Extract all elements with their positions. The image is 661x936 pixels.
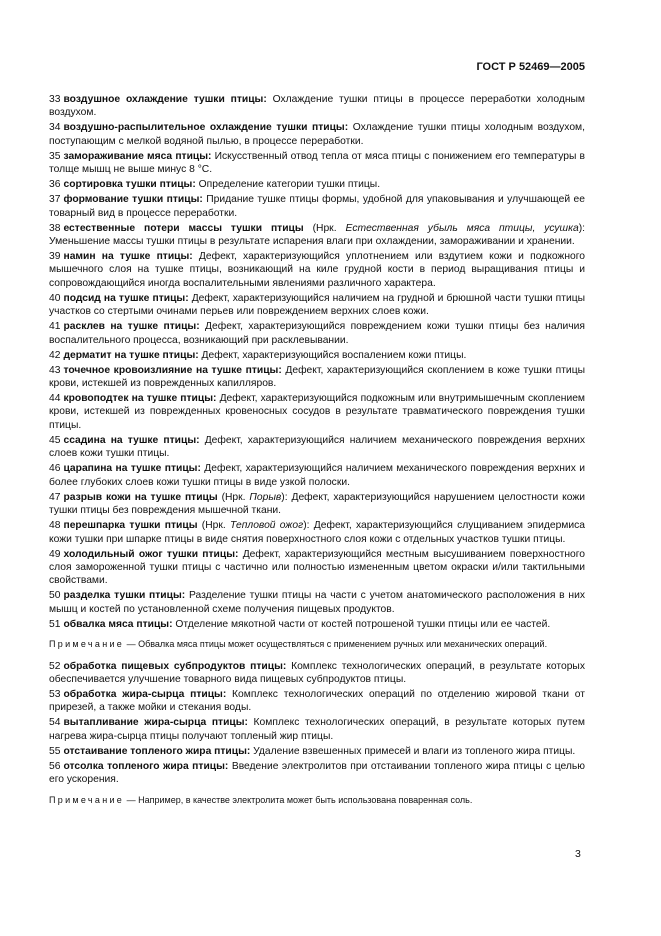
term-definition: Дефект, характеризующийся наличием механического повреждения верхних и более глубоких слоев кожи тушки птицы в виде узкой полоски. (49, 463, 586, 488)
deprecated-term: Тепловой ожог (230, 520, 304, 532)
term-number: 33 (49, 94, 61, 105)
term-entry (49, 178, 585, 191)
term-definition: Определение категории тушки птицы. (195, 179, 381, 191)
term-definition: Отделение мякотной части от костей потрошеной тушки птицы или ее частей. (172, 618, 551, 630)
term-definition: Искусственный отвод тепла от мяса птицы с понижением его температуры в толще мышц не выше минус 8 °С. (49, 150, 585, 176)
term-number: 44 (49, 393, 61, 405)
term-title: перешпарка тушки птицы (63, 520, 198, 532)
note-label: Примечание (49, 794, 125, 805)
term-definition: Комплекс технологических операций по отделению жировой ткани от прирезей, а также мойки и стекания воды. (49, 689, 585, 714)
document-header: ГОСТ Р 52469—2005 (476, 61, 585, 73)
term-definition: Дефект, характеризующийся наличием механического повреждения верхних слоев кожи тушки птицы. (49, 434, 586, 460)
definition-text: ): Дефект, характеризующийся нарушением целостности кожи тушки птицы без повреждения мышечной ткани. (49, 491, 585, 517)
note-text: — Обвалка мяса птицы может осуществляться с применением ручных или механических операций. (124, 639, 548, 650)
term-definition: Придание тушке птицы формы, удобной для упаковывания и улучшающей ее товарный вид в процессе переработки. (49, 194, 585, 219)
term-number: 56 (49, 760, 61, 772)
deprecated-term: Естественная убыль мяса птицы, усушка (345, 222, 579, 234)
term-definition: Дефект, характеризующийся подкожным или внутримышечным скоплением крови, истекшей из поврежденных кровеносных сосудов в результате травматического повреждения тушки птицы. (49, 393, 585, 431)
term-title: кровоподтек на тушке птицы: (63, 393, 217, 405)
term-entry (49, 760, 585, 787)
term-definition: Дефект, характеризующийся воспалением кожи птицы. (198, 349, 467, 361)
term-number: 42 (49, 349, 61, 361)
term-number: 39 (49, 251, 61, 263)
term-number: 34 (49, 122, 61, 134)
definition-text: ): Дефект, характеризующийся слущиванием эпидермиса кожи тушки при шпарке птицы в виде снятия поверхностного слоя кожи с отдельных участков тушки птицы. (49, 520, 585, 545)
term-entry (49, 462, 585, 489)
term-title: дерматит на тушке птицы: (63, 349, 199, 361)
terms-list-b (49, 660, 585, 787)
term-title: вытапливание жира-сырца птицы: (63, 717, 248, 729)
term-number: 54 (49, 717, 61, 729)
term-entry (49, 392, 585, 432)
term-number: 46 (49, 463, 61, 475)
definition-prefix: (Нрк. (217, 491, 250, 503)
term-definition: Дефект, характеризующийся наличием на грудной и брюшной части тушки птицы участков со стертыми очинами перьев или повреждением верхних слоев кожи. (49, 292, 585, 318)
note-2 (49, 794, 585, 807)
term-number: 48 (49, 520, 61, 532)
term-entry (49, 320, 585, 347)
term-title: замораживание мяса птицы: (63, 150, 212, 162)
term-entry (49, 716, 585, 743)
term-definition: Введение электролитов при отстаивании топленого жира птицы с целью его ускорения. (49, 760, 586, 786)
term-number: 50 (49, 590, 61, 602)
term-definition: Удаление взвешенных примесей и влаги из топленого жира птицы. (250, 745, 576, 757)
term-number: 41 (49, 321, 61, 333)
term-title: отсолка топленого жира птицы: (63, 760, 229, 772)
term-definition: Дефект, характеризующийся скоплением в коже тушки птицы крови, истекшей из поврежденных капилляров. (49, 364, 585, 390)
term-number: 36 (49, 179, 61, 191)
term-title: холодильный ожог тушки птицы: (63, 548, 239, 560)
term-title: обвалка мяса птицы: (63, 618, 173, 630)
term-number: 40 (49, 292, 61, 304)
term-number: 37 (49, 194, 61, 206)
term-number: 35 (49, 150, 61, 162)
term-title: воздушное охлаждение тушки птицы: (63, 94, 267, 105)
term-entry (49, 250, 585, 290)
term-entry (49, 292, 585, 319)
term-title: естественные потери массы тушки птицы (63, 222, 304, 234)
term-definition: Комплекс технологических операций, в результате которых обеспечивается улучшение товарного вида пищевых субпродуктов птицы. (49, 660, 585, 686)
definition-text: ): Уменьшение массы тушки птицы в результате испарения влаги при охлаждении, замораживании и хранении. (49, 222, 585, 248)
term-title: воздушно-распылительное охлаждение тушки птицы: (63, 122, 349, 134)
term-definition: Дефект, характеризующийся уплотнением или вздутием кожи и подкожного мышечного слоя на тушке птицы, возникающий на киле грудной кости в период выращивания птицы и сопровождающийся иногда воспалительными явлениями различного характера. (49, 251, 585, 289)
term-title: обработка жира-сырца птицы: (63, 689, 227, 701)
term-definition: Комплекс технологических операций, в результате которых путем нагрева жира-сырца птицы получают топленый жир птицы. (49, 717, 585, 742)
term-title: точечное кровоизлияние на тушке птицы: (63, 364, 282, 376)
term-entry (49, 222, 585, 249)
term-title: обработка пищевых субпродуктов птицы: (63, 660, 287, 672)
term-definition: Охлаждение тушки птицы холодным воздухом, поступающим с мелкой водяной пылью, в процессе переработки. (49, 122, 585, 147)
term-entry (49, 519, 585, 546)
term-title: формование тушки птицы: (63, 194, 203, 206)
deprecated-term: Порыв (249, 491, 282, 503)
term-entry (49, 349, 585, 362)
term-entry (49, 589, 585, 616)
term-number: 43 (49, 364, 61, 376)
terms-list-a (49, 93, 585, 631)
term-title: разделка тушки птицы: (63, 590, 186, 602)
term-title: разрыв кожи на тушке птицы (63, 491, 218, 503)
term-entry (49, 93, 585, 120)
definition-prefix: (Нрк. (303, 222, 346, 234)
term-number: 49 (49, 548, 61, 560)
term-entry (49, 491, 585, 518)
term-definition: Разделение тушки птицы на части с учетом анатомического расположения в них мышц и костей по установленной схеме получения пищевых продуктов. (49, 590, 585, 615)
term-number: 47 (49, 491, 61, 503)
term-definition: Дефект, характеризующийся повреждением кожи тушки птицы без наличия воспалительного процесса, возникающий при расклевывании. (49, 321, 585, 346)
term-entry (49, 150, 585, 177)
term-entry (49, 618, 585, 631)
note-label: Примечание (49, 639, 125, 650)
term-number: 53 (49, 689, 61, 701)
term-entry (49, 434, 585, 461)
term-definition: Дефект, характеризующийся местным высушиванием поверхностного слоя замороженной тушки птицы с частично или полностью измененным цветом окраски и/или тактильными свойствами. (49, 548, 585, 587)
term-title: сортировка тушки птицы: (63, 179, 196, 191)
term-entry (49, 548, 585, 588)
term-entry (49, 688, 585, 715)
term-number: 52 (49, 660, 61, 672)
term-entry (49, 193, 585, 220)
note-text: — Например, в качестве электролита может быть использована поваренная соль. (124, 794, 473, 805)
term-title: намин на тушке птицы: (63, 251, 193, 263)
term-number: 55 (49, 745, 61, 757)
term-title: царапина на тушке птицы: (63, 463, 201, 475)
document-body (49, 93, 585, 815)
term-title: ссадина на тушке птицы: (63, 434, 200, 446)
term-number: 38 (49, 222, 61, 234)
term-entry (49, 121, 585, 148)
term-number: 51 (49, 618, 61, 630)
term-entry (49, 660, 585, 687)
definition-prefix: (Нрк. (197, 520, 231, 532)
page-number: 3 (575, 848, 581, 860)
term-title: подсид на тушке птицы: (63, 292, 189, 304)
term-entry (49, 745, 585, 758)
term-title: расклев на тушке птицы: (63, 321, 200, 333)
term-title: отстаивание топленого жира птицы: (63, 745, 251, 757)
term-entry (49, 364, 585, 391)
term-number: 45 (49, 434, 61, 446)
term-definition: Охлаждение тушки птицы в процессе переработки холодным воздухом. (49, 94, 586, 119)
note-1 (49, 638, 585, 651)
